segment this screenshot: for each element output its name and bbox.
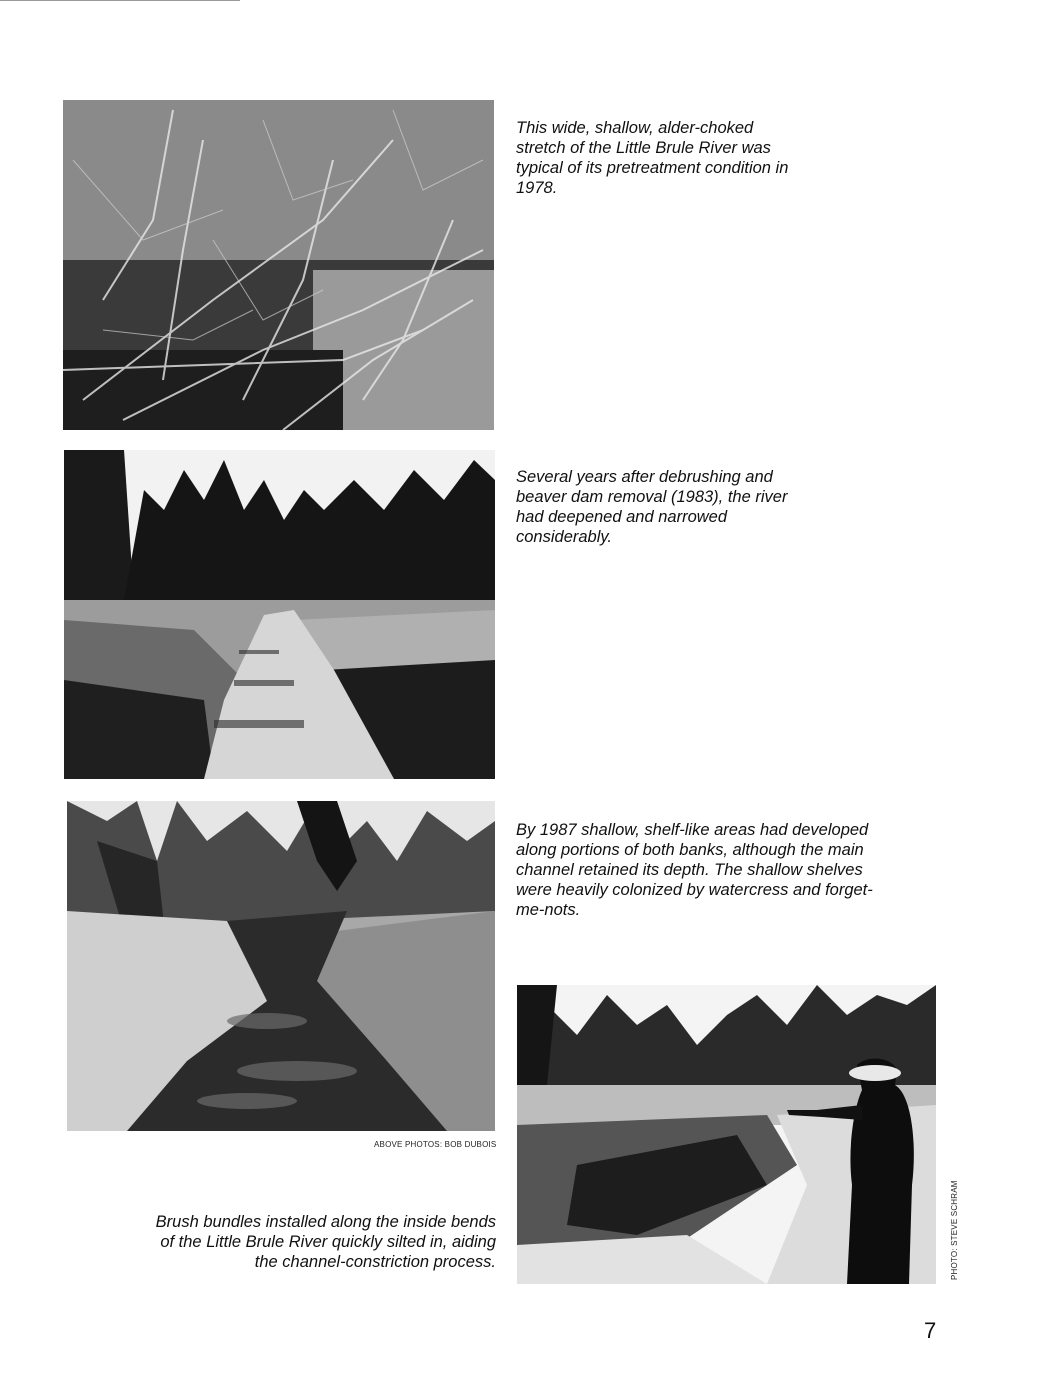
page-number: 7 xyxy=(924,1318,937,1343)
caption-photo-3: By 1987 shallow, shelf-like areas had developed along portions of both banks, although the main channel retained its depth. The shallow shelves were heavily colonized by watercress and forget-me-nots. xyxy=(516,821,873,919)
credit-photo-4: PHOTO: STEVE SCHRAM xyxy=(950,1180,959,1280)
photo-alder-choked-river xyxy=(63,100,494,430)
photo-debrushed-river xyxy=(64,450,495,779)
caption-photo-4: Brush bundles installed along the inside bends of the Little Brule River quickly silted in, aiding the channel-constriction process. xyxy=(155,1213,496,1271)
top-rule xyxy=(0,0,240,1)
caption-photo-1: This wide, shallow, alder-choked stretch of the Little Brule River was typical of its pretreatment condition in 1978. xyxy=(516,119,789,197)
caption-photo-2: Several years after debrushing and beaver dam removal (1983), the river had deepened and narrowed considerably. xyxy=(516,468,788,546)
credit-above-photos: ABOVE PHOTOS: BOB DUBOIS xyxy=(374,1140,497,1149)
photo-brush-bundles xyxy=(517,985,936,1284)
photo-shelf-banks-river xyxy=(67,801,495,1131)
